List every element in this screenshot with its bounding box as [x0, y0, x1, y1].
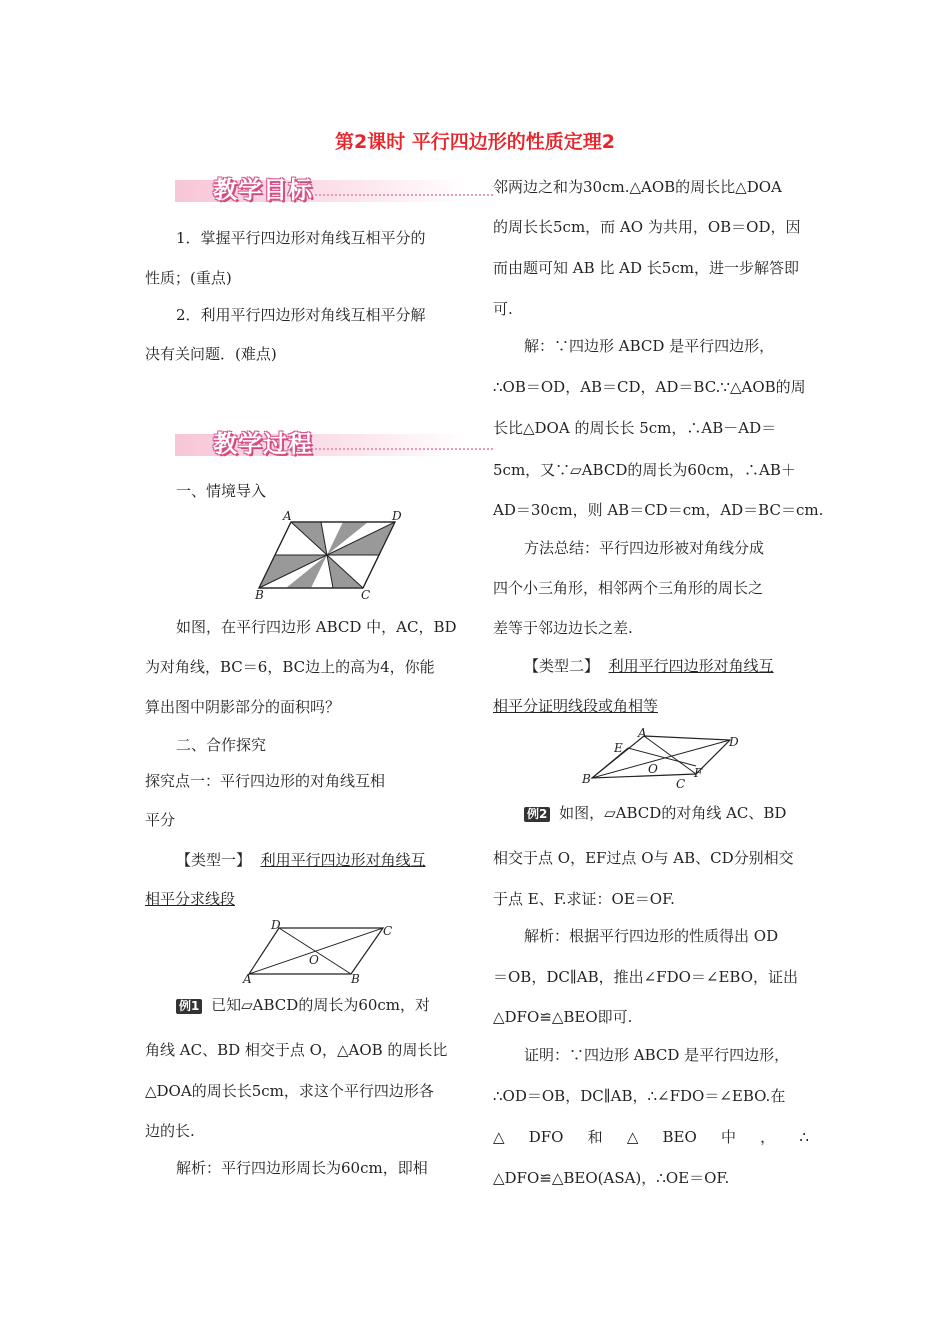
svg-text:D: D [392, 509, 402, 523]
proof-line-3: △ DFO 和 △ BEO 中 ， ∴ [493, 1128, 809, 1146]
method-line-1: 方法总结：平行四边形被对角线分成 [524, 539, 765, 557]
example-1-line-3: △DOA的周长长5cm，求这个平行四边形各 [145, 1082, 434, 1100]
right-line-1: 邻两边之和为30cm.△AOB的周长比△DOA [493, 178, 782, 196]
svg-text:D: D [271, 918, 281, 932]
svg-text:O: O [309, 953, 319, 967]
solution-line-1: 解：∵四边形 ABCD 是平行四边形， [524, 337, 775, 355]
type1-tag: 【类型一】 [176, 851, 252, 869]
method-line-3: 差等于邻边边长之差. [493, 619, 633, 637]
example-2-badge: 例2 [524, 807, 550, 822]
process-banner: 教学过程 [175, 424, 495, 460]
analysis-1: 解析：平行四边形周长为60cm，即相 [176, 1159, 428, 1177]
proof-line-2: ∴OD＝OB，DC∥AB，∴∠FDO＝∠EBO.在 [493, 1087, 786, 1105]
explore-line-1: 探究点一：平行四边形的对角线互相 [145, 772, 386, 790]
svg-text:B: B [351, 972, 360, 986]
coop-heading: 二、合作探究 [176, 736, 267, 754]
svg-text:A: A [283, 509, 292, 523]
proof-line-1: 证明：∵四边形 ABCD 是平行四边形， [524, 1046, 790, 1064]
method-line-2: 四个小三角形，相邻两个三角形的周长之 [493, 579, 764, 597]
solution-line-4: 5cm，又∵▱ABCD的周长为60cm，∴AB＋ [493, 461, 796, 479]
type1-title-cont: 相平分求线段 [145, 890, 236, 908]
svg-text:B: B [255, 588, 264, 602]
type2-title: 利用平行四边形对角线互 [608, 657, 774, 675]
svg-text:C: C [676, 777, 686, 791]
proof-line-4: △DFO≌△BEO(ASA)，∴OE＝OF. [493, 1169, 730, 1187]
svg-text:O: O [648, 762, 658, 776]
type2-heading [524, 656, 774, 676]
figure-parallelogram-2 [582, 726, 750, 792]
type2-title-cont: 相平分证明线段或角相等 [493, 697, 659, 715]
example-1-badge: 例1 [176, 999, 202, 1014]
solution-line-5: AD＝30cm，则 AB＝CD＝cm，AD＝BC＝cm. [493, 501, 824, 519]
svg-text:F: F [694, 766, 703, 780]
svg-text:E: E [614, 741, 623, 755]
explore-line-2: 平分 [145, 811, 176, 829]
right-line-4: 可. [493, 300, 513, 318]
right-line-3: 而由题可知 AB 比 AD 长5cm，进一步解答即 [493, 259, 799, 277]
svg-text:C: C [361, 588, 371, 602]
intro-line-1: 如图，在平行四边形 ABCD 中，AC，BD [176, 618, 457, 636]
intro-line-3: 算出图中阴影部分的面积吗？ [145, 698, 341, 716]
goal-2: 2．利用平行四边形对角线互相平分解 [176, 306, 426, 324]
type2-tag: 【类型二】 [524, 657, 600, 675]
svg-text:A: A [243, 972, 252, 986]
example-1: 例1 已知▱ABCD的周长为60cm，对 [176, 995, 430, 1015]
analysis-2-line-1: 解析：根据平行四边形的性质得出 OD [524, 927, 779, 945]
svg-text:C: C [383, 924, 393, 938]
svg-text:B: B [582, 772, 591, 786]
goals-banner: 教学目标 [175, 170, 495, 206]
intro-heading: 一、情境导入 [176, 482, 267, 500]
example-2-line-2: 相交于点 O，EF过点 O与 AB、CD分别相交 [493, 849, 794, 867]
page-title: 第2课时 平行四边形的性质定理2 [334, 131, 616, 153]
example-1-line-4: 边的长. [145, 1122, 195, 1140]
goal-1: 1．掌握平行四边形对角线互相平分的 [176, 229, 426, 247]
solution-line-2: ∴OB＝OD，AB＝CD，AD＝BC.∵△AOB的周 [493, 378, 806, 396]
svg-text:D: D [729, 735, 739, 749]
figure-pinwheel [253, 508, 403, 600]
analysis-2-line-3: △DFO≌△BEO即可. [493, 1008, 633, 1026]
goal-2-cont: 决有关问题．(难点) [145, 345, 277, 363]
example-1-line-2: 角线 AC、BD 相交于点 O，△AOB 的周长比 [145, 1041, 448, 1059]
right-line-2: 的周长长5cm，而 AO 为共用，OB＝OD，因 [493, 218, 801, 236]
svg-text:A: A [638, 726, 647, 740]
type1-title: 利用平行四边形对角线互 [260, 851, 426, 869]
analysis-2-line-2: ＝OB，DC∥AB，推出∠FDO＝∠EBO，证出 [493, 968, 799, 986]
type1-heading [176, 850, 426, 870]
example-2-line-3: 于点 E、F.求证：OE＝OF. [493, 890, 675, 908]
solution-line-3: 长比△DOA 的周长长 5cm，∴AB－AD＝ [493, 419, 777, 437]
figure-parallelogram-1 [243, 918, 395, 988]
goal-1-cont: 性质；(重点) [145, 269, 232, 287]
example-2: 例2 如图，▱ABCD的对角线 AC、BD [524, 803, 786, 823]
intro-line-2: 为对角线，BC＝6，BC边上的高为4，你能 [145, 658, 435, 676]
